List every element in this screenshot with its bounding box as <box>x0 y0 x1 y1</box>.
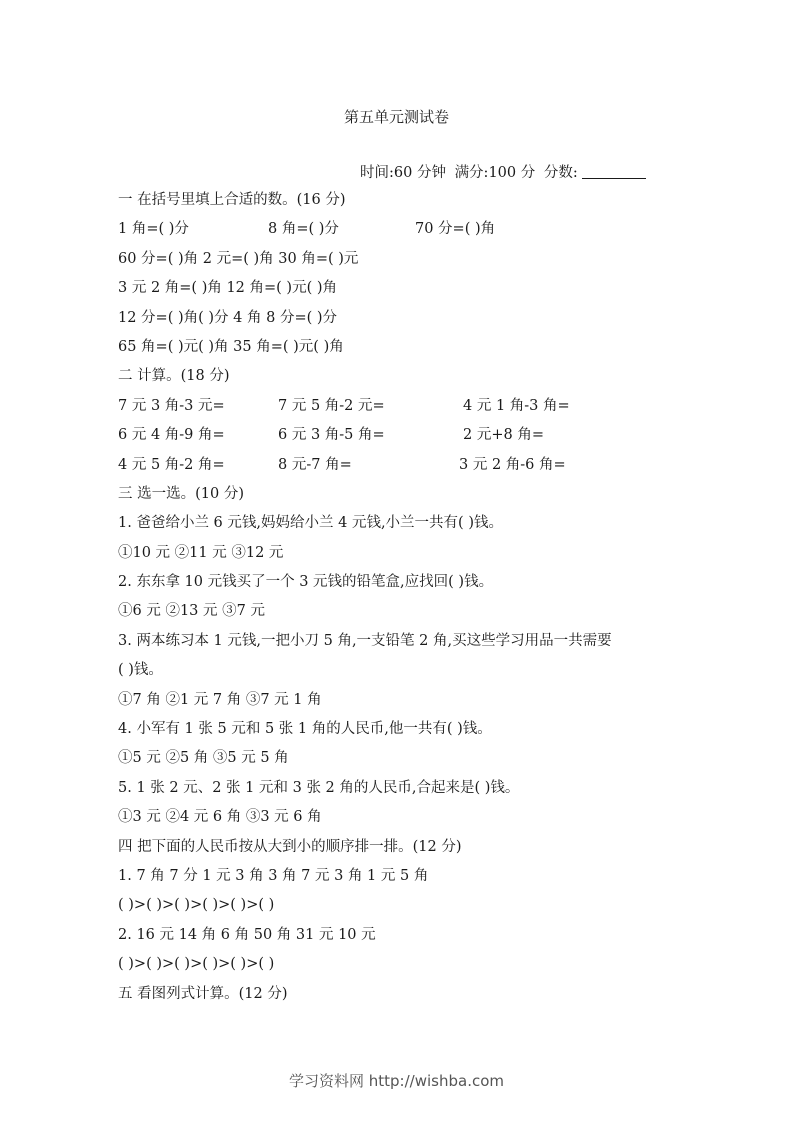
section-3-heading: 三 选一选。(10 分) <box>118 485 244 502</box>
section-5-heading: 五 看图列式计算。(12 分) <box>118 985 288 1002</box>
s2-r1-item-1: 7 元 3 角-3 元= <box>118 397 225 414</box>
s2-r3-item-2: 8 元-7 角= <box>278 456 352 473</box>
s2-r3-item-3: 3 元 2 角-6 角= <box>459 456 566 473</box>
s2-row-1 <box>118 392 718 421</box>
s2-r1-item-3: 4 元 1 角-3 角= <box>463 397 570 414</box>
s3-options-1: ①10 元 ②11 元 ③12 元 <box>118 544 284 561</box>
exam-content <box>118 186 718 1009</box>
s3-options-3: ①7 角 ②1 元 7 角 ③7 元 1 角 <box>118 691 322 708</box>
s2-r2-item-2: 6 元 3 角-5 角= <box>278 427 385 444</box>
score-label: 分数: <box>543 165 578 181</box>
s2-r2-item-3: 2 元+8 角= <box>463 427 544 444</box>
s2-r3-item-1: 4 元 5 角-2 角= <box>118 456 225 473</box>
s1-row-1 <box>118 215 718 244</box>
s4-question-2: 2. 16 元 14 角 6 角 50 角 31 元 10 元 <box>118 926 376 943</box>
s2-r1-item-2: 7 元 5 角-2 元= <box>278 397 385 414</box>
s3-options-5: ①3 元 ②4 元 6 角 ③3 元 6 角 <box>118 809 322 826</box>
s2-row-3 <box>118 451 718 480</box>
s3-question-3-cont: ( )钱。 <box>118 662 163 679</box>
s2-r2-item-1: 6 元 4 角-9 角= <box>118 427 225 444</box>
full-score: 满分:100 分 <box>454 165 536 181</box>
s3-options-4: ①5 元 ②5 角 ③5 元 5 角 <box>118 750 289 767</box>
s1-r1-item-2: 8 角=( )分 <box>268 221 339 238</box>
s3-question-2: 2. 东东拿 10 元钱买了一个 3 元钱的铅笔盒,应找回( )钱。 <box>118 574 494 591</box>
page-title: 第五单元测试卷 <box>343 108 449 126</box>
s1-row-2: 60 分=( )角 2 元=( )角 30 角=( )元 <box>118 250 359 267</box>
s4-answer-2: ( )>( )>( )>( )>( )>( ) <box>118 956 275 973</box>
section-2-heading: 二 计算。(18 分) <box>118 368 230 385</box>
s1-row-5: 65 角=( )元( )角 35 角=( )元( )角 <box>118 338 344 355</box>
s1-r1-item-1: 1 角=( )分 <box>118 221 189 238</box>
s2-row-2 <box>118 421 718 450</box>
s3-question-1: 1. 爸爸给小兰 6 元钱,妈妈给小兰 4 元钱,小兰一共有( )钱。 <box>118 515 503 532</box>
section-1-heading: 一 在括号里填上合适的数。(16 分) <box>118 192 346 208</box>
section-4-heading: 四 把下面的人民币按从大到小的顺序排一排。(12 分) <box>118 838 462 855</box>
s1-row-3: 3 元 2 角=( )角 12 角=( )元( )角 <box>118 280 338 297</box>
exam-meta <box>360 161 690 182</box>
s4-question-1: 1. 7 角 7 分 1 元 3 角 3 角 7 元 3 角 1 元 5 角 <box>118 867 429 884</box>
time-limit: 时间:60 分钟 <box>360 165 446 181</box>
s3-options-2: ①6 元 ②13 元 ③7 元 <box>118 603 265 620</box>
score-blank <box>582 164 646 179</box>
s3-question-3: 3. 两本练习本 1 元钱,一把小刀 5 角,一支铅笔 2 角,买这些学习用品一共需要 <box>118 632 612 649</box>
s3-question-5: 5. 1 张 2 元、2 张 1 元和 3 张 2 角的人民币,合起来是( )钱。 <box>118 779 520 796</box>
s4-answer-1: ( )>( )>( )>( )>( )>( ) <box>118 897 275 914</box>
s1-r1-item-3: 70 分=( )角 <box>415 221 496 238</box>
s1-row-4: 12 分=( )角( )分 4 角 8 分=( )分 <box>118 309 338 326</box>
footer-watermark: 学习资料网 http://wishba.com <box>289 1072 504 1090</box>
s3-question-4: 4. 小军有 1 张 5 元和 5 张 1 角的人民币,他一共有( )钱。 <box>118 721 492 738</box>
